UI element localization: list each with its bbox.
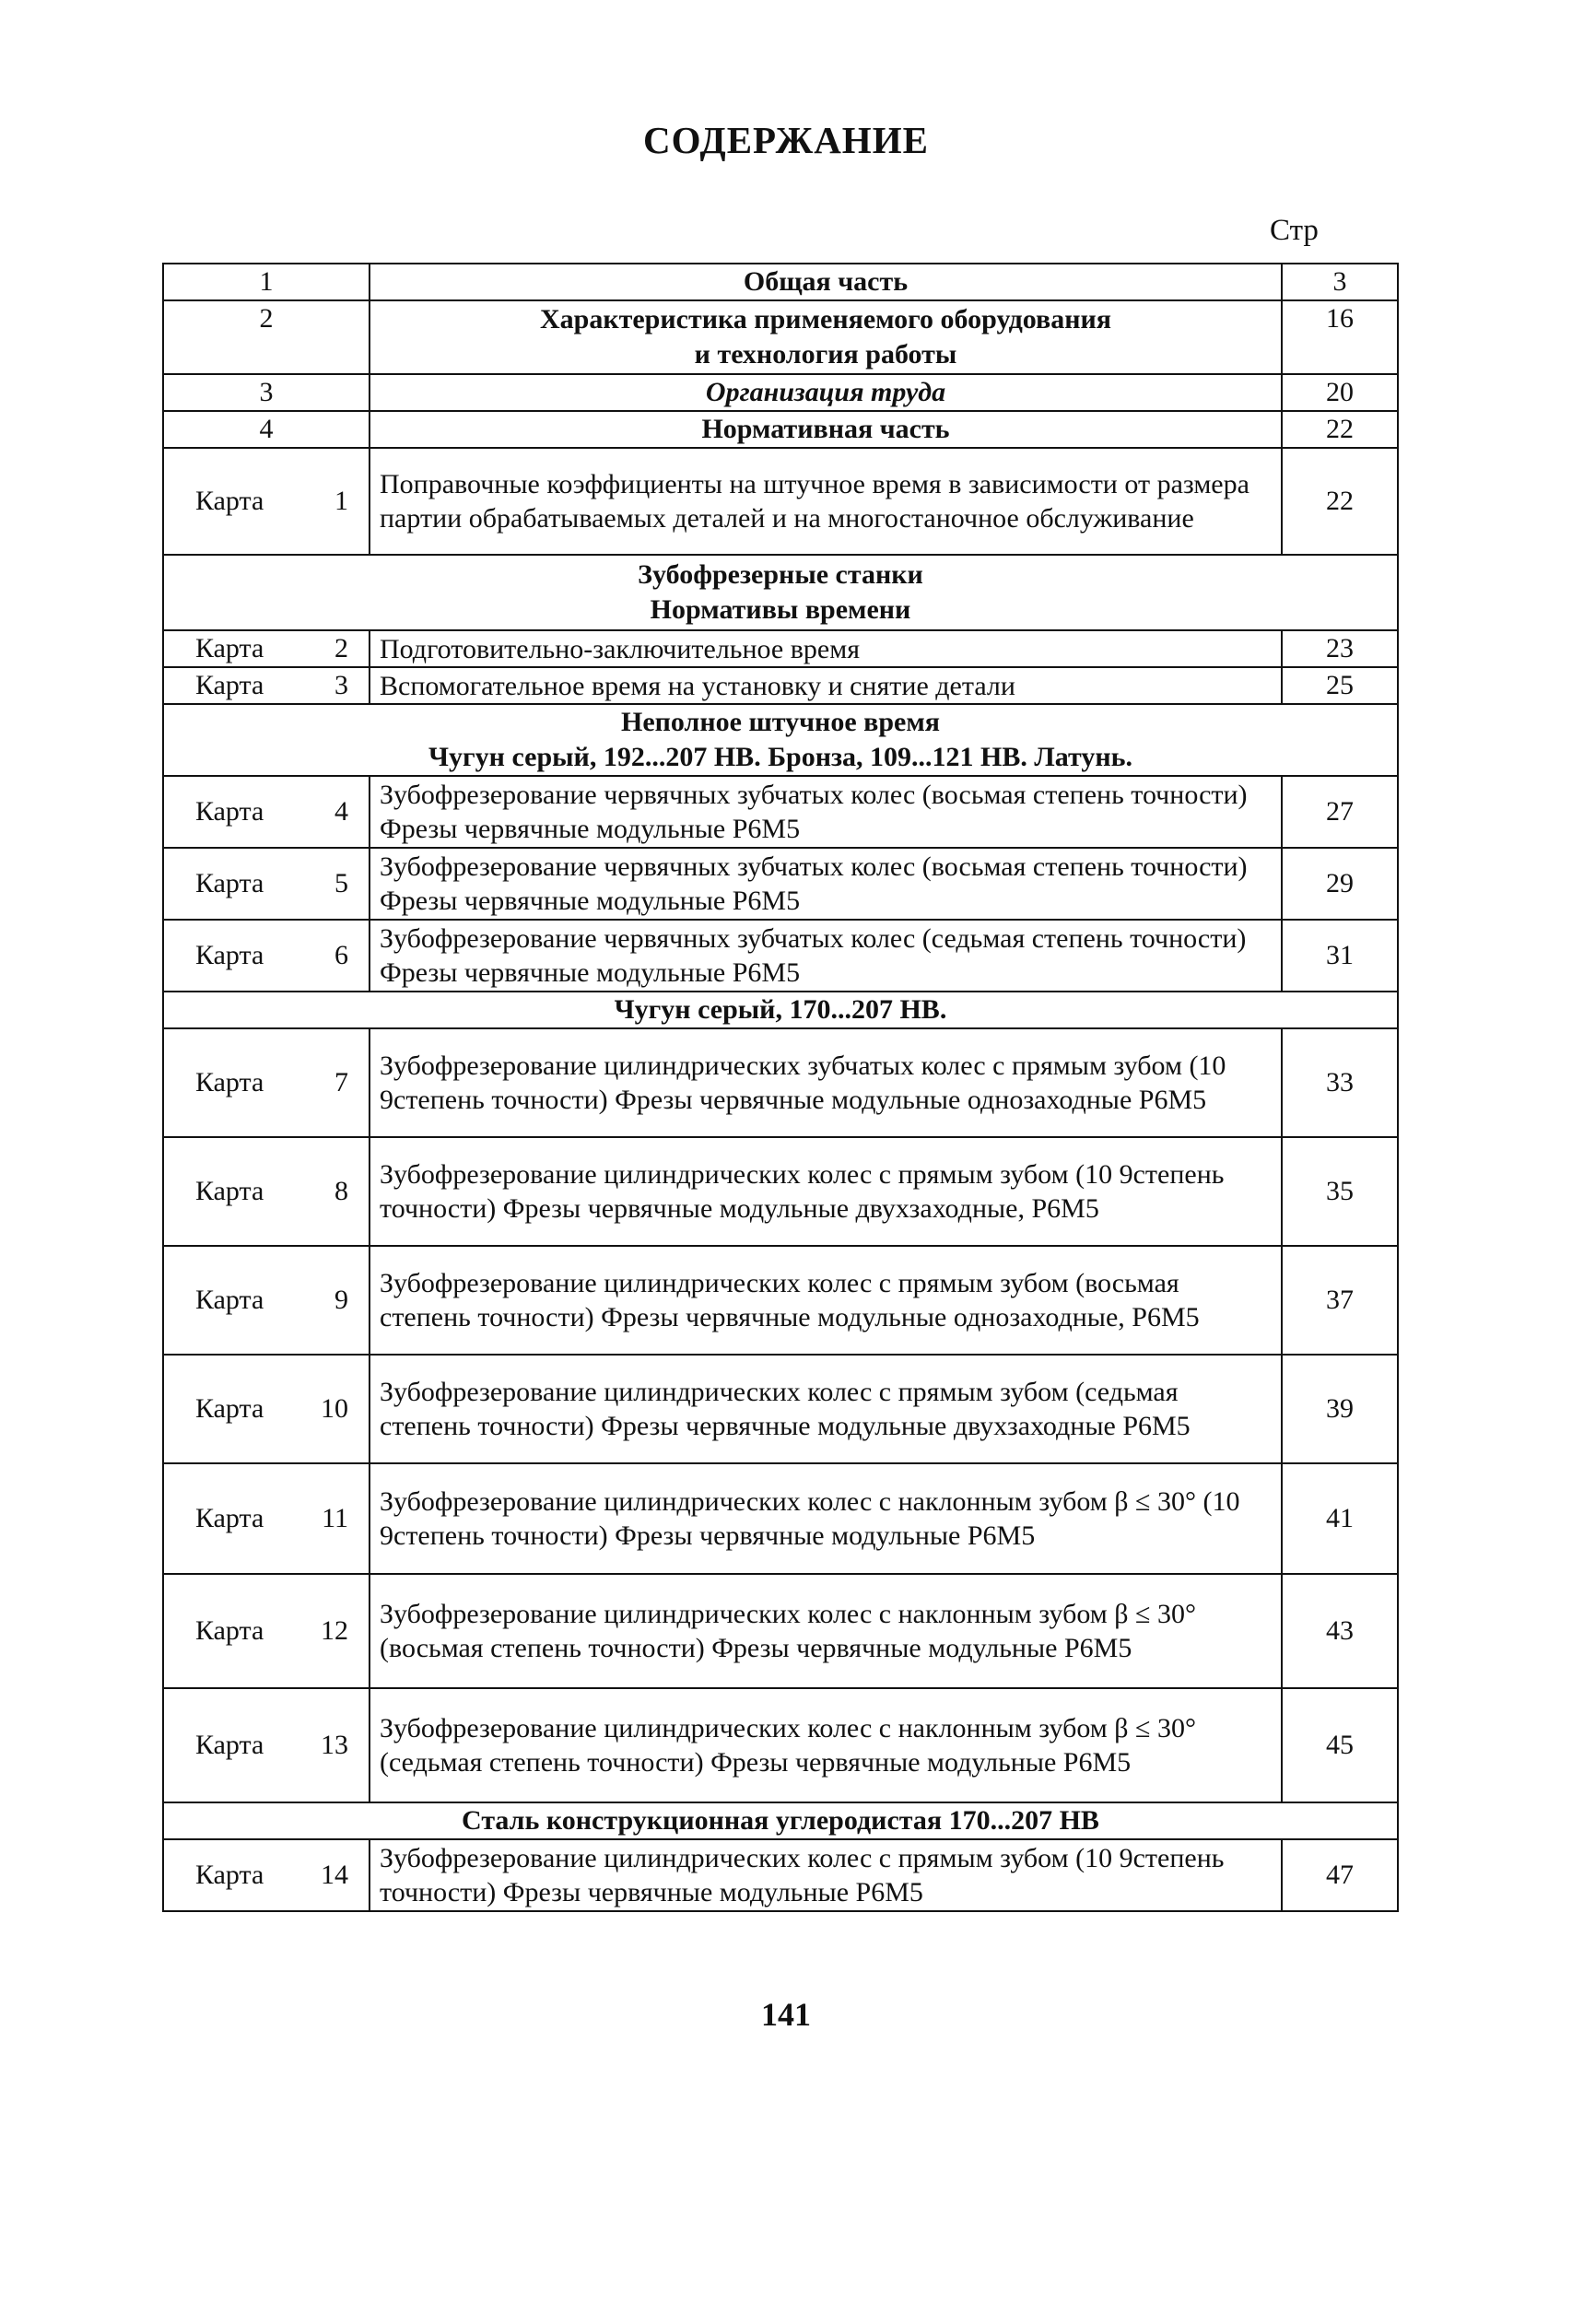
card-title: Зубофрезерование цилиндрических зубчатых колес с прямым зубом (10 9степень точности) Фрезы червячные модульные однозаходные Р6М5 bbox=[370, 1028, 1282, 1137]
card-label: Карта bbox=[195, 633, 264, 663]
card-number: 8 bbox=[334, 1176, 348, 1206]
page-ref: 43 bbox=[1282, 1574, 1398, 1688]
toc-section-row bbox=[163, 411, 1398, 448]
toc-card-row bbox=[163, 848, 1398, 920]
card-title: Зубофрезерование червячных зубчатых колес (седьмая степень точности) Фрезы червячные модульные Р6М5 bbox=[370, 920, 1282, 992]
card-label-cell bbox=[163, 920, 370, 992]
card-label: Карта bbox=[195, 1067, 264, 1097]
card-label: Карта bbox=[195, 868, 264, 898]
card-label: Карта bbox=[195, 1503, 264, 1533]
page-number: 141 bbox=[761, 1996, 811, 2033]
section-number: 2 bbox=[163, 300, 370, 374]
card-label-cell bbox=[163, 448, 370, 555]
page-ref: 3 bbox=[1282, 264, 1398, 300]
toc-group-row bbox=[163, 992, 1398, 1028]
card-title: Вспомогательное время на установку и снятие детали bbox=[370, 667, 1282, 704]
card-title: Зубофрезерование цилиндрических колес с прямым зубом (восьмая степень точности) Фрезы червячные модульные однозаходные, Р6М5 bbox=[370, 1246, 1282, 1355]
card-number: 10 bbox=[321, 1393, 348, 1424]
card-label-cell bbox=[163, 776, 370, 848]
card-number: 7 bbox=[334, 1067, 348, 1097]
section-title: Нормативная часть bbox=[370, 411, 1282, 448]
toc-section-row bbox=[163, 374, 1398, 411]
card-label: Карта bbox=[195, 1285, 264, 1315]
card-label: Карта bbox=[195, 1615, 264, 1646]
card-label-cell bbox=[163, 1246, 370, 1355]
card-title: Зубофрезерование цилиндрических колес с наклонным зубом β ≤ 30° (10 9степень точности) Фрезы червячные модульные Р6М5 bbox=[370, 1463, 1282, 1574]
toc-card-row bbox=[163, 1137, 1398, 1246]
card-title: Поправочные коэффициенты на штучное время в зависимости от размера партии обрабатываемых деталей и на многостаночное обслуживание bbox=[370, 448, 1282, 555]
group-heading bbox=[163, 704, 1398, 776]
toc-group-row bbox=[163, 555, 1398, 630]
page-ref: 16 bbox=[1282, 300, 1398, 374]
card-label: Карта bbox=[195, 1393, 264, 1424]
group-heading-line: Зубофрезерные станки bbox=[638, 559, 923, 590]
toc-group-row bbox=[163, 1802, 1398, 1839]
toc-section-row bbox=[163, 300, 1398, 374]
page-ref: 20 bbox=[1282, 374, 1398, 411]
toc-card-row bbox=[163, 1688, 1398, 1802]
toc-card-row bbox=[163, 1574, 1398, 1688]
section-title: Характеристика применяемого оборудования и технология работы bbox=[370, 300, 1282, 374]
card-label-cell bbox=[163, 1137, 370, 1246]
toc-card-row bbox=[163, 1839, 1398, 1911]
page-ref: 22 bbox=[1282, 448, 1398, 555]
card-title: Зубофрезерование цилиндрических колес с наклонным зубом β ≤ 30° (седьмая степень точности) Фрезы червячные модульные Р6М5 bbox=[370, 1688, 1282, 1802]
card-label: Карта bbox=[195, 796, 264, 827]
toc-card-row bbox=[163, 448, 1398, 555]
toc-section-row bbox=[163, 264, 1398, 300]
toc-card-row bbox=[163, 1463, 1398, 1574]
card-label-cell bbox=[163, 1574, 370, 1688]
card-label: Карта bbox=[195, 940, 264, 970]
page-ref: 33 bbox=[1282, 1028, 1398, 1137]
page-ref: 37 bbox=[1282, 1246, 1398, 1355]
card-label: Карта bbox=[195, 1860, 264, 1890]
toc-group-row bbox=[163, 704, 1398, 776]
section-number: 3 bbox=[163, 374, 370, 411]
card-number: 13 bbox=[321, 1730, 348, 1760]
page-title: СОДЕРЖАНИЕ bbox=[643, 119, 929, 161]
card-number: 4 bbox=[334, 796, 348, 827]
group-heading-line: Нормативы времени bbox=[650, 594, 911, 625]
page-ref: 25 bbox=[1282, 667, 1398, 704]
toc-card-row bbox=[163, 1028, 1398, 1137]
section-number: 1 bbox=[163, 264, 370, 300]
page-ref: 35 bbox=[1282, 1137, 1398, 1246]
toc-card-row bbox=[163, 1246, 1398, 1355]
card-number: 12 bbox=[321, 1615, 348, 1646]
card-number: 11 bbox=[322, 1503, 348, 1533]
card-title: Зубофрезерование червячных зубчатых колес (восьмая степень точности) Фрезы червячные модульные Р6М5 bbox=[370, 776, 1282, 848]
card-label-cell bbox=[163, 630, 370, 667]
page-ref: 45 bbox=[1282, 1688, 1398, 1802]
page-ref: 39 bbox=[1282, 1355, 1398, 1463]
section-number: 4 bbox=[163, 411, 370, 448]
pages-column-header: Стр bbox=[1270, 214, 1319, 247]
page-ref: 29 bbox=[1282, 848, 1398, 920]
card-label: Карта bbox=[195, 1730, 264, 1760]
card-label: Карта bbox=[195, 1176, 264, 1206]
page-ref: 23 bbox=[1282, 630, 1398, 667]
card-label-cell bbox=[163, 848, 370, 920]
card-number: 3 bbox=[334, 670, 348, 700]
card-label-cell bbox=[163, 1839, 370, 1911]
card-number: 9 bbox=[334, 1285, 348, 1315]
card-label: Карта bbox=[195, 486, 264, 516]
group-heading bbox=[163, 555, 1398, 630]
card-title: Зубофрезерование червячных зубчатых колес (восьмая степень точности) Фрезы червячные модульные Р6М5 bbox=[370, 848, 1282, 920]
card-label-cell bbox=[163, 1463, 370, 1574]
page-ref: 41 bbox=[1282, 1463, 1398, 1574]
page-ref: 47 bbox=[1282, 1839, 1398, 1911]
card-number: 2 bbox=[334, 633, 348, 663]
page-ref: 31 bbox=[1282, 920, 1398, 992]
card-title: Зубофрезерование цилиндрических колес с прямым зубом (10 9степень точности) Фрезы червячные модульные двухзаходные, Р6М5 bbox=[370, 1137, 1282, 1246]
group-heading: Сталь конструкционная углеродистая 170...207 НВ bbox=[163, 1802, 1398, 1839]
card-number: 1 bbox=[334, 486, 348, 516]
card-label-cell bbox=[163, 1028, 370, 1137]
group-heading: Чугун серый, 170...207 НВ. bbox=[163, 992, 1398, 1028]
card-number: 5 bbox=[334, 868, 348, 898]
toc-card-row bbox=[163, 920, 1398, 992]
toc-card-row bbox=[163, 667, 1398, 704]
group-heading-line: Неполное штучное время bbox=[620, 707, 941, 737]
card-title: Зубофрезерование цилиндрических колес с прямым зубом (10 9степень точности) Фрезы червячные модульные Р6М5 bbox=[370, 1839, 1282, 1911]
card-label-cell bbox=[163, 667, 370, 704]
toc-card-row bbox=[163, 1355, 1398, 1463]
card-label: Карта bbox=[195, 670, 264, 700]
card-title: Зубофрезерование цилиндрических колес с наклонным зубом β ≤ 30° (восьмая степень точности) Фрезы червячные модульные Р6М5 bbox=[370, 1574, 1282, 1688]
card-number: 6 bbox=[334, 940, 348, 970]
group-heading-line: Чугун серый, 192...207 НВ. Бронза, 109...121 НВ. Латунь. bbox=[428, 742, 1132, 772]
contents-table bbox=[162, 263, 1399, 1912]
page-ref: 22 bbox=[1282, 411, 1398, 448]
page-ref: 27 bbox=[1282, 776, 1398, 848]
section-title: Общая часть bbox=[370, 264, 1282, 300]
toc-card-row bbox=[163, 630, 1398, 667]
section-title: Организация труда bbox=[370, 374, 1282, 411]
card-label-cell bbox=[163, 1688, 370, 1802]
card-title: Зубофрезерование цилиндрических колес с прямым зубом (седьмая степень точности) Фрезы червячные модульные двухзаходные Р6М5 bbox=[370, 1355, 1282, 1463]
card-title: Подготовительно-заключительное время bbox=[370, 630, 1282, 667]
card-number: 14 bbox=[321, 1860, 348, 1890]
card-label-cell bbox=[163, 1355, 370, 1463]
toc-card-row bbox=[163, 776, 1398, 848]
